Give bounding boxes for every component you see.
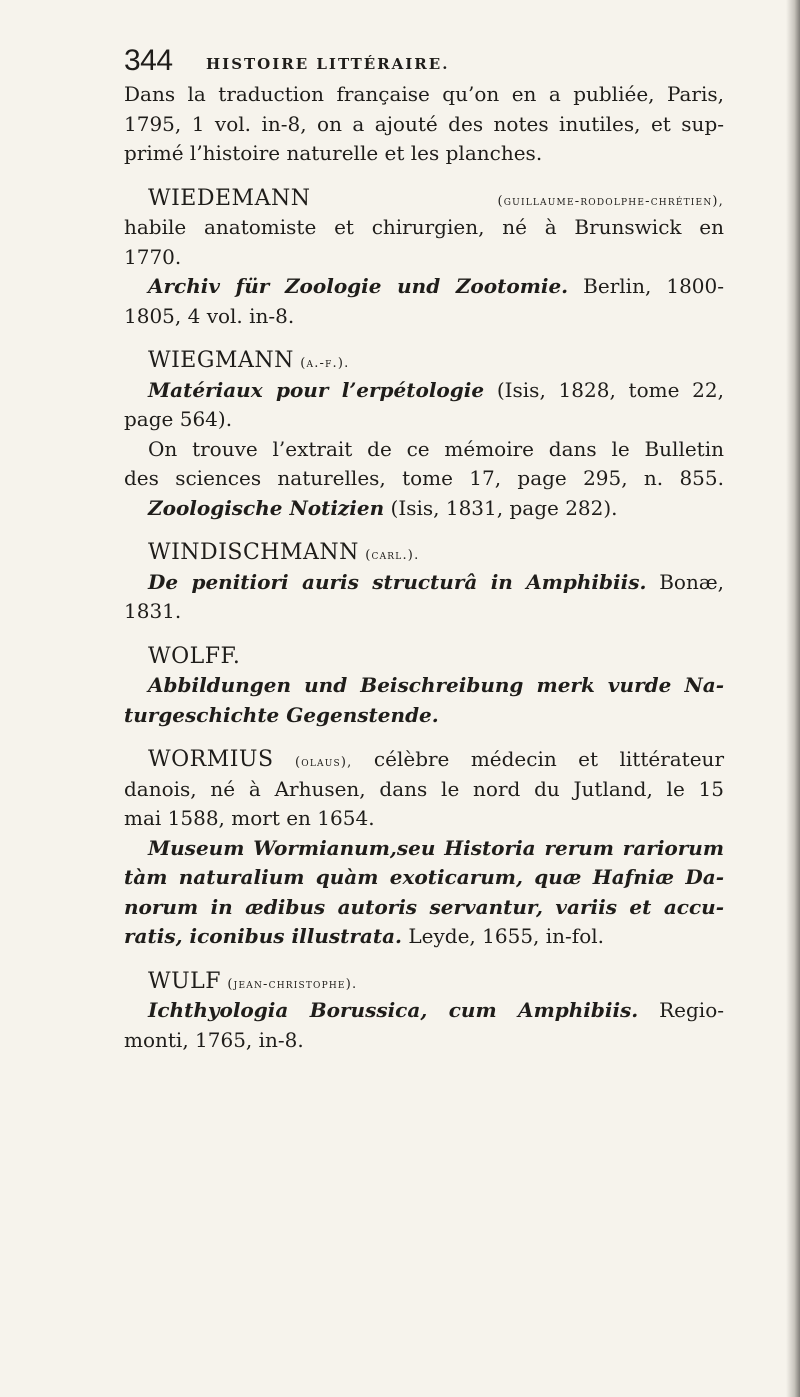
author-name: WOLFF. [148,643,241,669]
author-given-names: (guillaume-rodolphe-chrétien), [497,193,724,209]
work-title-continued: norum in ædibus autoris servantur, variis et accu- [124,894,724,919]
page-edge-shadow [786,0,800,1397]
entry-heading [124,642,724,672]
entry-windischmann [124,538,724,627]
entry-heading [124,538,724,568]
intro-paragraph [124,80,724,169]
author-description: célèbre médecin et littérateur [352,747,725,771]
text-body [124,80,724,1055]
text-line: des sciences naturelles, tome 17, page 295, n. 855. [124,466,724,490]
work-title-continued: ratis, iconibus illustrata. [124,924,403,948]
work-title-continued: turgeschichte Gegenstende. [124,702,439,727]
author-given-names: (a.-f.). [300,356,350,371]
work-details: Leyde, 1655, in-fol. [402,924,604,948]
page-number: 344 [124,44,173,77]
entry-heading [124,967,724,997]
text-line: habile anatomiste et chirurgien, né à Brunswick en [124,215,724,239]
entry-heading [124,184,724,214]
work-title: Ichthyologia Borussica, cum Amphibiis. [148,998,639,1022]
entry-wolff [124,642,724,731]
author-given-names: (jean-christophe). [227,976,358,992]
entry-wulf [124,967,724,1056]
text-line: 1831. [124,599,182,623]
work-details: Berlin, 1800- [568,274,724,298]
work-citation [124,376,724,406]
text-line: 1805, 4 vol. in-8. [124,303,295,328]
work-citation [124,996,724,1026]
work-details: (Isis, 1831, page 282). [384,495,618,520]
work-title: Matériaux pour l’erpétologie [148,377,485,402]
text-line: mai 1588, mort en 1654. [124,806,375,830]
work-citation [124,671,724,701]
work-title: Archiv für Zoologie und Zootomie. [148,274,569,298]
author-name: WINDISCHMANN [148,540,359,565]
text-line: primé l’histoire naturelle et les planches. [124,141,543,165]
entry-heading [124,346,724,376]
entry-wiegmann [124,346,724,523]
running-head: HISTOIRE LITTÉRAIRE. [206,55,450,73]
work-title-continued: tàm naturalium quàm exoticarum, quæ Hafniæ Da- [124,865,724,889]
work-details: (Isis, 1828, tome 22, [484,377,724,402]
work-details: Regio- [638,998,724,1022]
work-citation-end [124,922,724,952]
work-citation [124,272,724,302]
author-name: WULF [148,968,222,994]
author-name: WORMIUS [148,747,274,772]
work-title: De penitiori auris structurâ in Amphibiis. [148,569,647,594]
text-line: page 564). [124,407,233,431]
work-title: Museum Wormianum,seu Historia rerum rariorum [148,835,724,860]
text-line: monti, 1765, in-8. [124,1027,304,1052]
work-details: Bonæ, [646,569,724,594]
entry-wormius [124,745,724,952]
page-header [124,44,724,84]
work-citation [124,568,724,598]
work-title: Zoologische Notizien [148,495,385,520]
author-name: WIEDEMANN [148,185,311,211]
entry-wiedemann [124,184,724,332]
work-citation [124,494,724,524]
work-title: Abbildungen und Beischreibung merk vurde Na- [148,673,724,697]
author-given-names: (olaus), [295,755,353,770]
text-line: 1770. [124,244,182,269]
author-name: WIEGMANN [148,348,294,373]
author-given-names: (carl.). [365,548,420,563]
text-line: danois, né à Arhusen, dans le nord du Jutland, le 15 [124,776,724,801]
text-line: 1795, 1 vol. in-8, on a ajouté des notes inutiles, et sup- [124,111,724,136]
text-line: On trouve l’extrait de ce mémoire dans le Bulletin [148,436,724,461]
text-line: Dans la traduction française qu’on en a publiée, Paris, [124,82,724,106]
entry-heading [124,745,724,775]
